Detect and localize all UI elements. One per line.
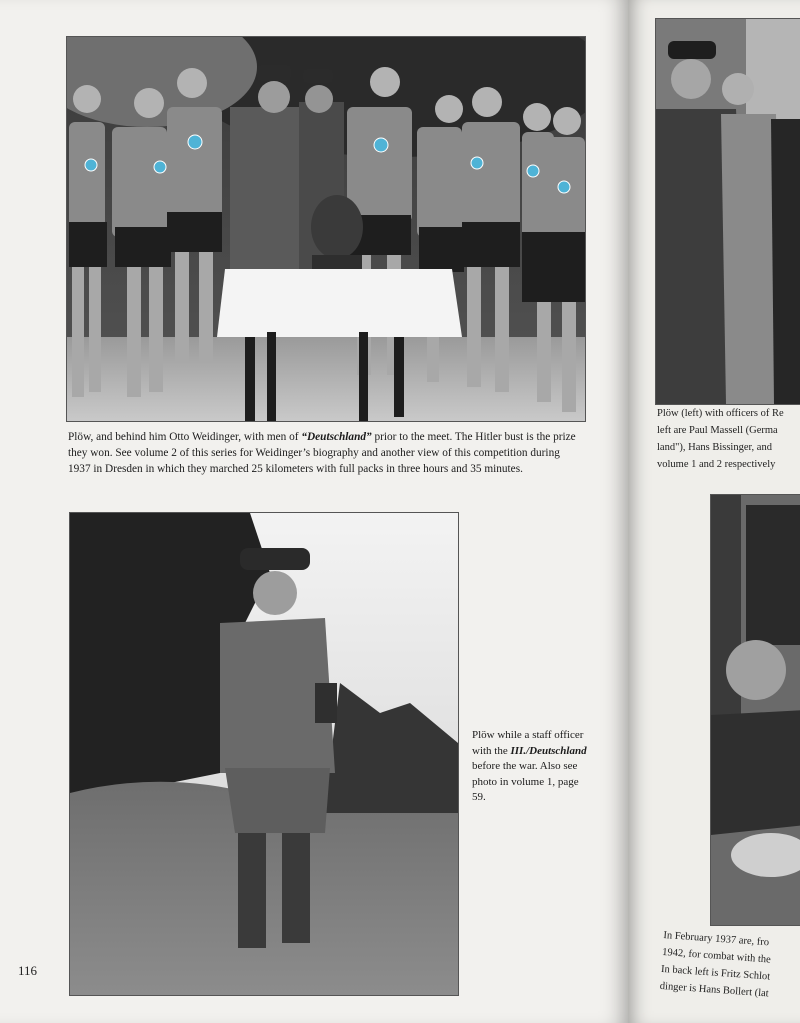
caption-line: volume 1 and 2 respectively [657,459,776,470]
caption-unit-name: III./Deutschland [510,744,587,757]
caption-line: In February 1937 are, fro [663,929,770,949]
caption-text: before the war. Also see photo in volume 1, page 59. [472,760,579,803]
caption-line: land"), Hans Bissinger, and [657,442,772,453]
caption-text: prior to the meet. The Hitler bust is the prize they won. See volume 2 of this series for Weidinger’s biography and another view of this competition during 1937 in Dresden in which they marched 25 kilometers with full packs in three hours and 35 minutes. [68,431,576,475]
right-page-top-caption [657,405,800,473]
right-page-bottom-photo-image [711,495,800,925]
caption-line: dinger is Hans Bollert (lat [659,980,770,1000]
right-page-top-photo-image [656,19,800,404]
team-photo [66,36,586,422]
caption-text: Plöw, and behind him Otto Weidinger, with men of [68,431,302,443]
caption-line: left are Paul Massell (Germa [657,425,778,436]
officer-photo-caption [472,728,590,806]
caption-unit-name: “Deutschland” [301,431,372,443]
right-page-top-photo [655,18,800,405]
caption-text: Plöw while a staff officer with the [472,729,584,757]
caption-line: 1942, for combat with the [661,946,772,966]
caption-line: Plöw (left) with officers of Re [657,408,784,419]
officer-photo-image [70,513,458,995]
officer-photo [69,512,459,996]
right-page-bottom-caption [659,927,800,1005]
caption-line: In back left is Fritz Schlot [660,963,771,983]
right-page-bottom-photo [710,494,800,926]
team-photo-image [67,37,585,421]
page-number: 116 [18,963,38,978]
team-photo-caption [68,429,584,477]
